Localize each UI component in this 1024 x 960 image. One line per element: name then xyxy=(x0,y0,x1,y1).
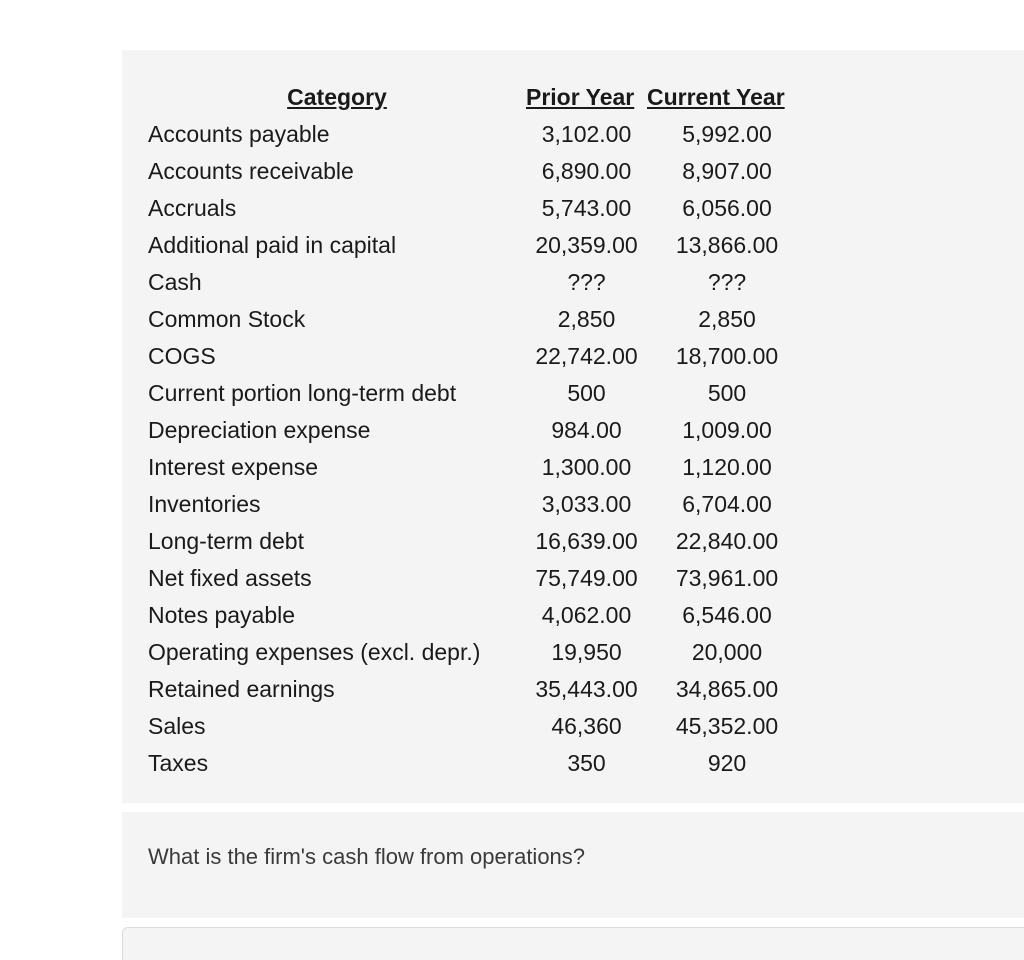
table-row xyxy=(148,375,807,412)
row-current-year-value: 20,000 xyxy=(691,639,763,665)
row-current-year-value: 6,546.00 xyxy=(682,602,772,628)
row-prior-year-value: 46,360 xyxy=(551,713,622,739)
row-label: Operating expenses (excl. depr.) xyxy=(148,639,481,665)
row-prior-year-value: 3,033.00 xyxy=(541,491,632,517)
row-prior-year-value: 35,443.00 xyxy=(535,676,638,702)
row-prior-year-value: ??? xyxy=(567,269,606,295)
row-label: Accounts receivable xyxy=(148,158,354,184)
row-current-year-value: 13,866.00 xyxy=(675,232,779,258)
question-panel xyxy=(122,812,1024,918)
header-category: Category xyxy=(287,84,387,110)
row-prior-year-value: 2,850 xyxy=(557,306,616,332)
row-prior-year-value: 500 xyxy=(567,380,606,406)
row-label: COGS xyxy=(148,343,216,369)
row-prior-year-value: 6,890.00 xyxy=(541,158,632,184)
row-label: Sales xyxy=(148,713,206,739)
row-prior-year-value: 22,742.00 xyxy=(535,343,638,369)
row-current-year-value: 5,992.00 xyxy=(682,121,772,147)
table-row xyxy=(148,671,807,708)
row-prior-year-value: 5,743.00 xyxy=(541,195,632,221)
row-prior-year-value: 1,300.00 xyxy=(541,454,632,480)
table-row xyxy=(148,449,807,486)
row-current-year-value: 1,009.00 xyxy=(682,417,772,443)
financial-data-table xyxy=(148,79,807,782)
table-row xyxy=(148,116,807,153)
table-row xyxy=(148,486,807,523)
table-header-row xyxy=(148,79,807,116)
table-body xyxy=(148,116,807,782)
table-row xyxy=(148,338,807,375)
row-prior-year-value: 75,749.00 xyxy=(535,565,638,591)
row-current-year-value: 2,850 xyxy=(698,306,756,332)
row-label: Cash xyxy=(148,269,202,295)
table-row xyxy=(148,190,807,227)
row-prior-year-value: 16,639.00 xyxy=(535,528,638,554)
data-table-panel xyxy=(122,50,1024,803)
table-row xyxy=(148,745,807,782)
table-row xyxy=(148,227,807,264)
table-row xyxy=(148,597,807,634)
row-label: Additional paid in capital xyxy=(148,232,397,258)
row-current-year-value: 45,352.00 xyxy=(675,713,779,739)
table-row xyxy=(148,301,807,338)
table-row xyxy=(148,264,807,301)
row-current-year-value: 34,865.00 xyxy=(675,676,779,702)
row-current-year-value: 6,704.00 xyxy=(682,491,772,517)
table-row xyxy=(148,634,807,671)
header-prior-year: Prior Year xyxy=(526,84,635,110)
row-label: Retained earnings xyxy=(148,676,335,702)
header-current-year: Current Year xyxy=(647,84,785,110)
row-current-year-value: 73,961.00 xyxy=(675,565,779,591)
table-row xyxy=(148,708,807,745)
row-prior-year-value: 4,062.00 xyxy=(541,602,632,628)
row-label: Accounts payable xyxy=(148,121,330,147)
row-label: Current portion long-term debt xyxy=(148,380,457,406)
row-label: Net fixed assets xyxy=(148,565,312,591)
row-label: Long-term debt xyxy=(148,528,304,554)
row-label: Interest expense xyxy=(148,454,319,480)
table-row xyxy=(148,412,807,449)
row-current-year-value: ??? xyxy=(707,269,747,295)
row-prior-year-value: 350 xyxy=(567,750,606,776)
row-current-year-value: 18,700.00 xyxy=(675,343,779,369)
row-prior-year-value: 20,359.00 xyxy=(535,232,638,258)
row-current-year-value: 8,907.00 xyxy=(682,158,772,184)
row-current-year-value: 1,120.00 xyxy=(682,454,772,480)
row-label: Taxes xyxy=(148,750,209,776)
row-current-year-value: 500 xyxy=(707,380,747,406)
row-label: Accruals xyxy=(148,195,237,221)
answer-input-area[interactable] xyxy=(122,927,1024,960)
row-prior-year-value: 3,102.00 xyxy=(541,121,632,147)
table-row xyxy=(148,153,807,190)
row-prior-year-value: 19,950 xyxy=(551,639,622,665)
row-label: Common Stock xyxy=(148,306,306,332)
table-row xyxy=(148,523,807,560)
row-prior-year-value: 984.00 xyxy=(551,417,622,443)
row-current-year-value: 920 xyxy=(707,750,747,776)
row-current-year-value: 6,056.00 xyxy=(682,195,772,221)
question-text: What is the firm's cash flow from operations? xyxy=(148,844,586,869)
table-row xyxy=(148,560,807,597)
row-label: Depreciation expense xyxy=(148,417,371,443)
row-label: Inventories xyxy=(148,491,261,517)
row-label: Notes payable xyxy=(148,602,296,628)
row-current-year-value: 22,840.00 xyxy=(675,528,779,554)
